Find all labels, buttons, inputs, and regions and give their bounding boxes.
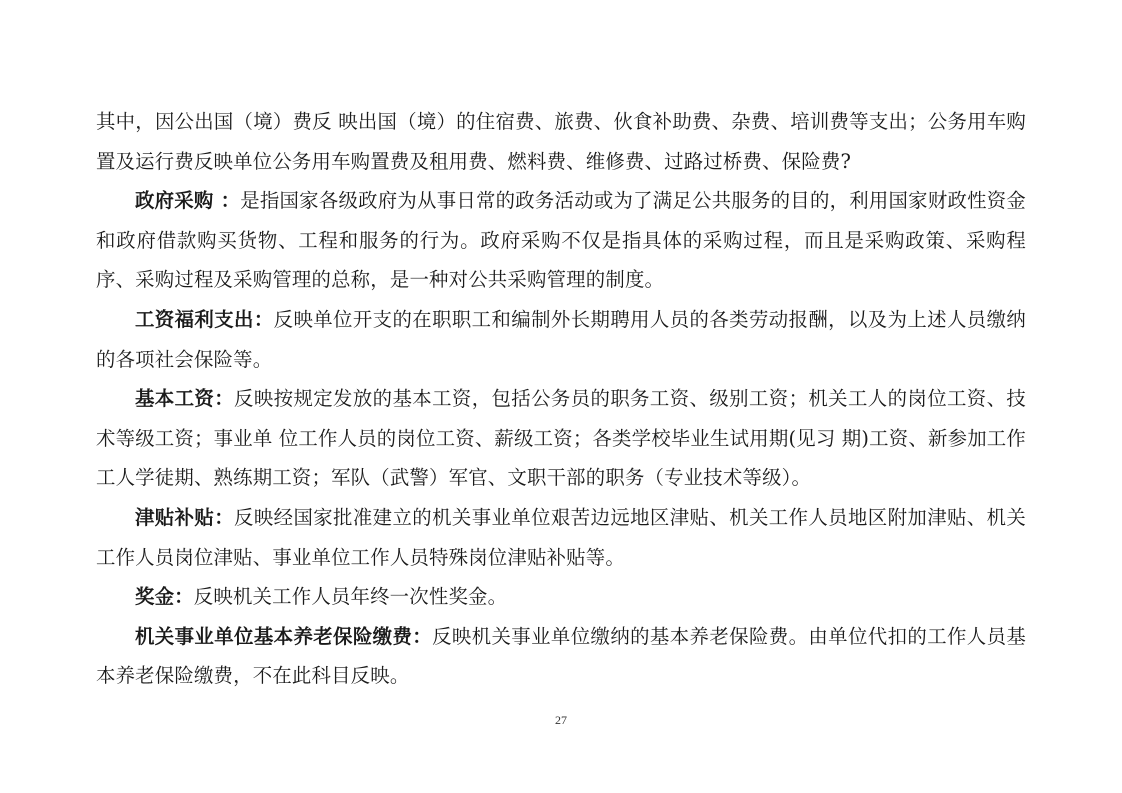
- paragraph-government-procurement: [96, 181, 1026, 300]
- term-pension-insurance: 机关事业单位基本养老保险缴费：: [135, 624, 433, 648]
- term-government-procurement: 政府采购 ：: [135, 189, 241, 213]
- paragraph-basic-wage: [96, 379, 1026, 498]
- term-allowances-subsidies: 津贴补贴：: [135, 505, 235, 529]
- paragraph-text: 反映单位开支的在职职工和编制外长期聘用人员的各类劳动报酬，以及为上述人员缴纳的各项社会保险等。: [96, 307, 1026, 371]
- paragraph-allowances-subsidies: [96, 498, 1026, 577]
- paragraph-text: 反映经国家批准建立的机关事业单位艰苦边远地区津贴、机关工作人员地区附加津贴、机关工作人员岗位津贴、事业单位工作人员特殊岗位津贴补贴等。: [96, 505, 1027, 569]
- paragraph-overseas-and-vehicle-costs: [96, 102, 1026, 181]
- paragraph-text: 其中，因公出国（境）费反 映出国（境）的住宿费、旅费、伙食补助费、杂费、培训费等支出；公务用车购置及运行费反映单位公务用车购置费及租用费、燃料费、维修费、过路过桥费、保险费?: [96, 110, 1026, 173]
- term-wage-welfare-expenditure: 工资福利支出：: [135, 307, 274, 331]
- paragraph-text: 是指国家各级政府为从事日常的政务活动或为了满足公共服务的目的，利用国家财政性资金和政府借款购买货物、工程和服务的行为。政府采购不仅是指具体的采购过程，而且是采购政策、采购程序、采购过程及采购管理的总称，是一种对公共采购管理的制度。: [96, 189, 1026, 292]
- document-body: [96, 102, 1026, 696]
- page-number: 27: [555, 713, 567, 727]
- paragraph-wage-welfare-expenditure: [96, 300, 1026, 379]
- paragraph-text: 反映按规定发放的基本工资，包括公务员的职务工资、级别工资；机关工人的岗位工资、技术等级工资；事业单 位工作人员的岗位工资、薪级工资；各类学校毕业生试用期(见习 期)工资、新参加工作工人学徒期、熟练期工资；军队（武警）军官、文职干部的职务（专业技术等级）。: [96, 387, 1027, 490]
- paragraph-text: 反映机关事业单位缴纳的基本养老保险费。由单位代扣的工作人员基本养老保险缴费，不在此科目反映。: [96, 624, 1027, 688]
- paragraph-bonus: [96, 577, 1026, 617]
- term-basic-wage: 基本工资：: [135, 387, 235, 411]
- paragraph-text: 反映机关工作人员年终一次性奖金。: [193, 585, 508, 609]
- term-bonus: 奖金：: [135, 585, 194, 609]
- paragraph-pension-insurance: [96, 617, 1026, 696]
